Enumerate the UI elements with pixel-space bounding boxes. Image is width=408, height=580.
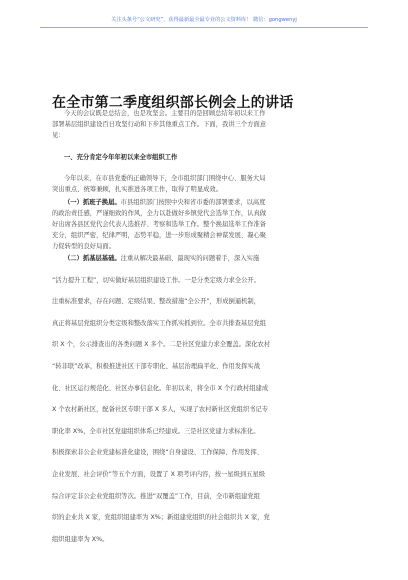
paragraph-line: 企业发展、社会评价”等五个方面，设置了 X 项考评内容，按一星级到五星级	[52, 470, 266, 478]
paragraph-line: 好出席各县区党代会代表人选推荐、考察和选举工作。整个换届选举工作准备	[52, 221, 267, 228]
paragraph-line: 化、社区运行规范化、社区办事信息化。年初以来，将全市 X 个行政村组建成	[52, 384, 269, 392]
line-text: 市县组织部门按照中央和省市委的部署要求，以高度	[120, 199, 266, 206]
paragraph-line: 织 X 个，公示排查出的各类问题 X 多个。二是社区党建力求全覆盖。深化农村	[52, 341, 271, 349]
paragraph-line: 积极探索非公企业党建标准化建设，围绕“自身建设、工作保障、作用发挥、	[52, 449, 264, 457]
paragraph-line: 职化率 X%，全市社区党建组织体系已经建成。三是社区党建力求标准化。	[52, 427, 260, 435]
paragraph-line: 的政治责任感，严谨细致的作风，全力以赴做好乡镇党代会选举工作，认真做	[52, 210, 267, 217]
paragraph-line: 突出重点、统筹兼顾，扎实推进各项工作，取得了明显成效。	[52, 186, 223, 193]
paragraph-line: 充分，组织严密，纪律严明，态势平稳，进一步形成聚精会神谋发展、凝心聚	[52, 232, 267, 239]
subheading-bold: （二）抓基层基础。	[64, 255, 121, 262]
paragraph-line: 组织组建率为 X%。	[52, 535, 109, 543]
intro-line: 见：	[52, 132, 65, 139]
paragraph-4	[52, 248, 362, 550]
section-heading-1	[52, 152, 362, 163]
paragraph-line: X 个农村新社区，配备社区专职干部 X 多人，实现了农村新社区党组织书记专	[52, 406, 269, 414]
paragraph-2	[52, 173, 362, 195]
paragraph-line: 真正将基层党组织分类定级和整改落实工作抓实抓到位。全市共排查基层党组	[52, 319, 267, 327]
paragraph-line: 注重标准要求，存在问题、定级结果、整改措施“全公开”，形成倒逼机制，	[52, 298, 261, 306]
paragraph-3	[52, 197, 362, 252]
intro-paragraph	[52, 108, 362, 141]
section-heading-text: 一、充分肯定今年年初以来全市组织工作	[64, 154, 178, 161]
paragraph-line: 今年以来，在市县党委的正确领导下，全市组织部门围绕中心、服务大局	[64, 175, 266, 182]
intro-line: 部署基层组织建设百日攻坚行动和下步其他重点工作。下面，我讲三个方面意	[52, 121, 267, 128]
intro-line: 今天的会议既是总结会，也是攻坚会。主要目的是回顾总结年初以来工作	[64, 110, 266, 117]
header-divider	[40, 27, 368, 28]
document-title: 在全市第二季度组织部长例会上的讲话	[52, 95, 294, 111]
subheading-bold: （一）抓班子换届。	[64, 199, 121, 206]
paragraph-line: “活力提升工程”，切实做好基层组织建设工作。一是分类定级力求全公开。	[52, 276, 261, 284]
paragraph-line	[52, 197, 362, 208]
paragraph-line: 织的企业共 X 家，党组织组建率为 X%；新组建党组织的社会组织共 X 家，党	[52, 514, 270, 522]
line-text: 注重从解决最基础、最现实的问题着手，深入实施	[120, 255, 260, 262]
page-header	[40, 16, 368, 28]
paragraph-line: 综合评定非公企业党组织等次。推进“双覆盖”工作，目前，全市新组建党组	[52, 492, 261, 500]
header-promo-text: 关注头条号“公文研究”，获得最新最全最专业的公文资料库！ 微信：gongwenyj	[111, 17, 297, 23]
paragraph-line	[52, 248, 362, 270]
paragraph-line: “转非联”改革，积极推进社区干部专职化、基层治理扁平化、作用发挥实战	[52, 362, 261, 370]
paragraph-line: 力促转型的良好局面。	[52, 243, 115, 250]
